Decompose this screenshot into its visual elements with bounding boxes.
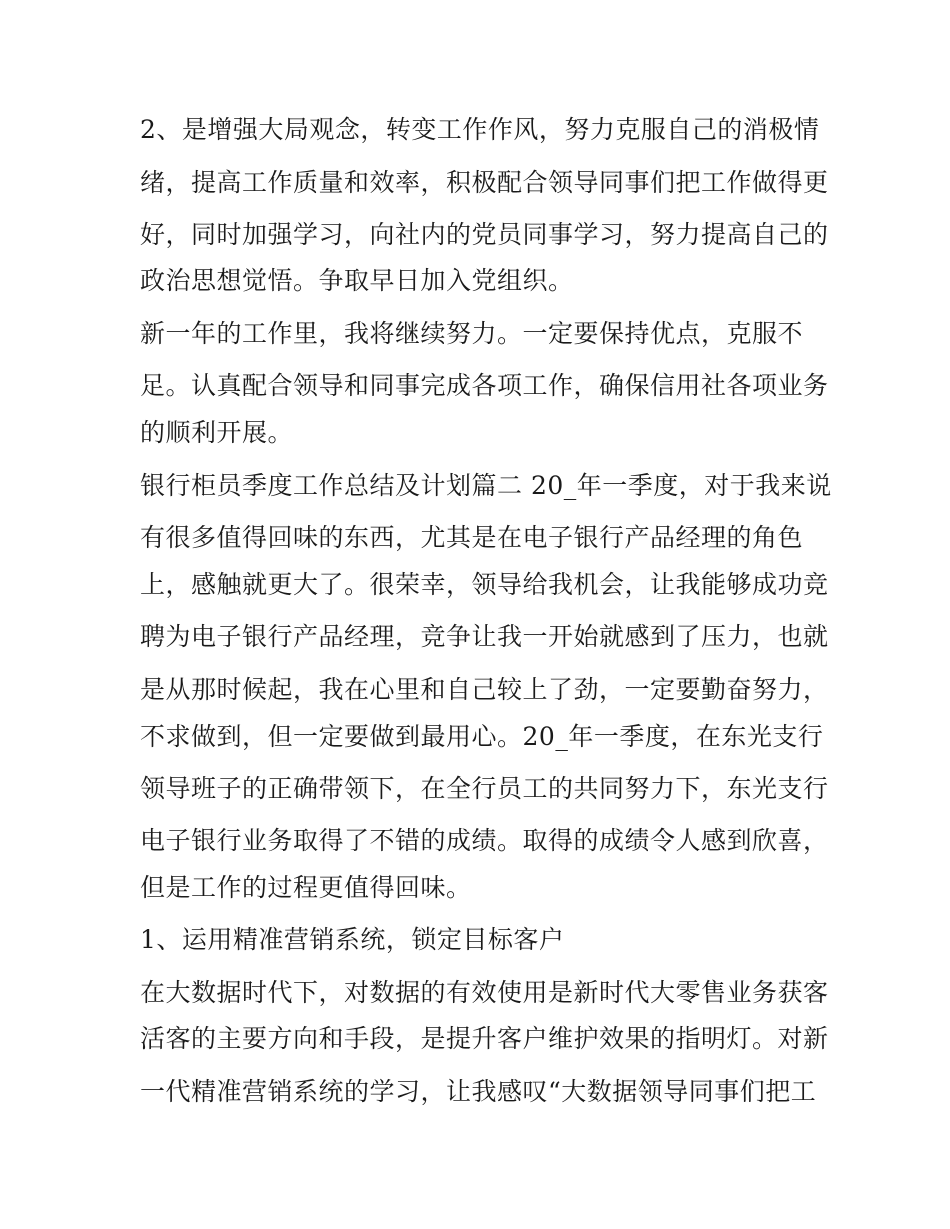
text-line: 电子银行业务取得了不错的成绩。取得的成绩令人感到欣喜， <box>140 826 829 855</box>
text-line: 一代精准营销系统的学习，让我感叹“大数据领导同事们把工 <box>140 1077 817 1106</box>
text-line: 聘为电子银行产品经理，竞争让我一开始就感到了压力，也就 <box>140 622 829 651</box>
text-line: 在大数据时代下，对数据的有效使用是新时代大零售业务获客 <box>140 978 829 1007</box>
text-line: 的顺利开展。 <box>140 418 294 447</box>
text-line: 活客的主要方向和手段，是提升客户维护效果的指明灯。对新 <box>140 1024 829 1053</box>
section-heading: 1、运用精准营销系统，锁定目标客户 <box>140 925 565 954</box>
text-line: 足。认真配合领导和同事完成各项工作，确保信用社各项业务 <box>140 371 829 400</box>
text-line: 但是工作的过程更值得回味。 <box>140 873 472 902</box>
text-line: 有很多值得回味的东西，尤其是在电子银行产品经理的角色 <box>140 523 804 552</box>
text-line: 上，感触就更大了。很荣幸，领导给我机会，让我能够成功竞 <box>140 570 829 599</box>
text-line: 是从那时候起，我在心里和自己较上了劲，一定要勤奋努力， <box>140 675 829 704</box>
text-line: 不求做到，但一定要做到最用心。20_年一季度，在东光支行 <box>140 722 824 751</box>
text-line: 2、是增强大局观念，转变工作作风，努力克服自己的消极情 <box>140 115 820 144</box>
text-line: 绪，提高工作质量和效率，积极配合领导同事们把工作做得更 <box>140 168 829 197</box>
text-line: 领导班子的正确带领下，在全行员工的共同努力下，东光支行 <box>140 774 829 803</box>
text-line: 银行柜员季度工作总结及计划篇二 20_年一季度，对于我来说 <box>140 471 832 500</box>
text-line: 新一年的工作里，我将继续努力。一定要保持优点，克服不 <box>140 319 804 348</box>
text-line: 政治思想觉悟。争取早日加入党组织。 <box>140 266 574 295</box>
text-line: 好，同时加强学习，向社内的党员同事学习，努力提高自己的 <box>140 220 829 249</box>
